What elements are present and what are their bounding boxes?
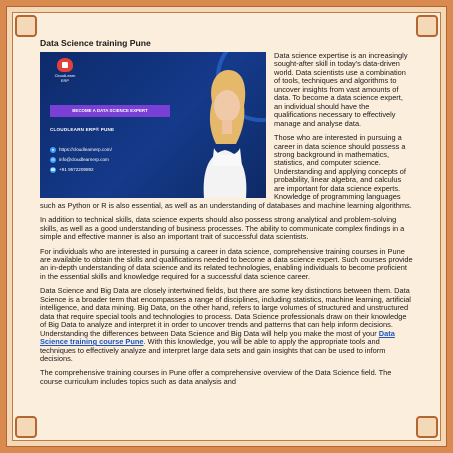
logo-text: CloudLearn ERP — [54, 73, 76, 83]
globe-icon: ● — [51, 147, 55, 153]
document-body — [40, 38, 413, 386]
paragraph-5-text-after: . With this knowledge, you will be able to apply the appropriate tools and techniques to effectively analyze and interpret large data sets and gain insights that can be used to inform decisions. — [40, 337, 386, 363]
banner-website — [50, 146, 112, 154]
paragraph-6: The comprehensive training courses in Pune offer a comprehensive overview of the Data Science field. The course curriculum includes topics such as data analysis and — [40, 368, 392, 386]
promo-banner-image — [40, 52, 266, 198]
corner-ornament-top-right — [416, 15, 438, 37]
logo-mark-icon — [57, 58, 73, 72]
corner-ornament-top-left — [15, 15, 37, 37]
banner-email-text: info@cloudlearnerp.com — [59, 157, 109, 162]
phone-icon: ☎ — [50, 167, 56, 173]
paragraph-1: Data science expertise is an increasingly sought-after skill in today's data-driven world. Data scientists use a combination of tools, techniques and algorithms to uncover insights from vast amounts of data. To become a data science expert, an individual should have the qualifications necessary to effectively manage and analyse data. — [274, 51, 408, 128]
banner-email — [50, 156, 109, 164]
paragraph-5 — [40, 287, 413, 363]
cloudlearn-logo — [50, 58, 80, 84]
banner-cta-text: BECOME A DATA SCIENCE EXPERT — [50, 105, 170, 117]
training-course-link[interactable]: Data Science training course Pune — [40, 328, 395, 347]
paragraph-3: In addition to technical skills, data science experts should also possess strong analytical and problem-solving skills, as well as a good understanding of business processes. The ability to communicate complex findings in a simple and effective manner is also an important trait of successful data scientists. — [40, 215, 405, 242]
paragraph-5-text-before: Data Science and Big Data are closely intertwined fields, but there are some key distinctions between them. Data Science is a broader term that encompasses a range of disciplines, including statistics, machine learning, artificial intelligence, and data mining. Big Data, on the other hand, refers to large volumes of structured and unstructured data that require special tools and technologies to process. Data Science professionals draw on their knowledge of Big Data to analyze and interpret it in order to uncover trends and patterns that can help inform decisions. Understanding the differences between Data Science and Big Data will help you make the most of your — [40, 286, 411, 338]
banner-phone — [50, 166, 94, 174]
corner-ornament-bottom-left — [15, 416, 37, 438]
banner-phone-text: +91 9572209892 — [59, 167, 94, 172]
mail-icon: ✉ — [51, 157, 55, 163]
banner-website-text: https://cloudlearnerp.com/ — [59, 147, 112, 152]
paragraph-2: Those who are interested in pursuing a career in data science should possess a strong background in mathematics, statistics, and computer science. Understanding and applying concepts of probability, linear algebra, and calculus are important for data science experts. Knowledge of programming languages such as Python or R is also essential, as well as an understanding of databases and machine learning algorithms. — [40, 133, 412, 210]
person-photo — [190, 62, 260, 198]
banner-brand: CLOUDLEARN ERP® PUNE — [50, 127, 115, 132]
paragraph-4: For individuals who are interested in pursuing a career in data science, comprehensive training courses in Pune are available to obtain the skills and qualifications needed to become a data science expert. Such courses provide an in-depth understanding of data science and its related technologies, enabling individuals to become proficient in the essential skills and knowledge required for a successful data science career. — [40, 246, 413, 281]
document-title: Data Science training Pune — [40, 38, 151, 48]
corner-ornament-bottom-right — [416, 416, 438, 438]
